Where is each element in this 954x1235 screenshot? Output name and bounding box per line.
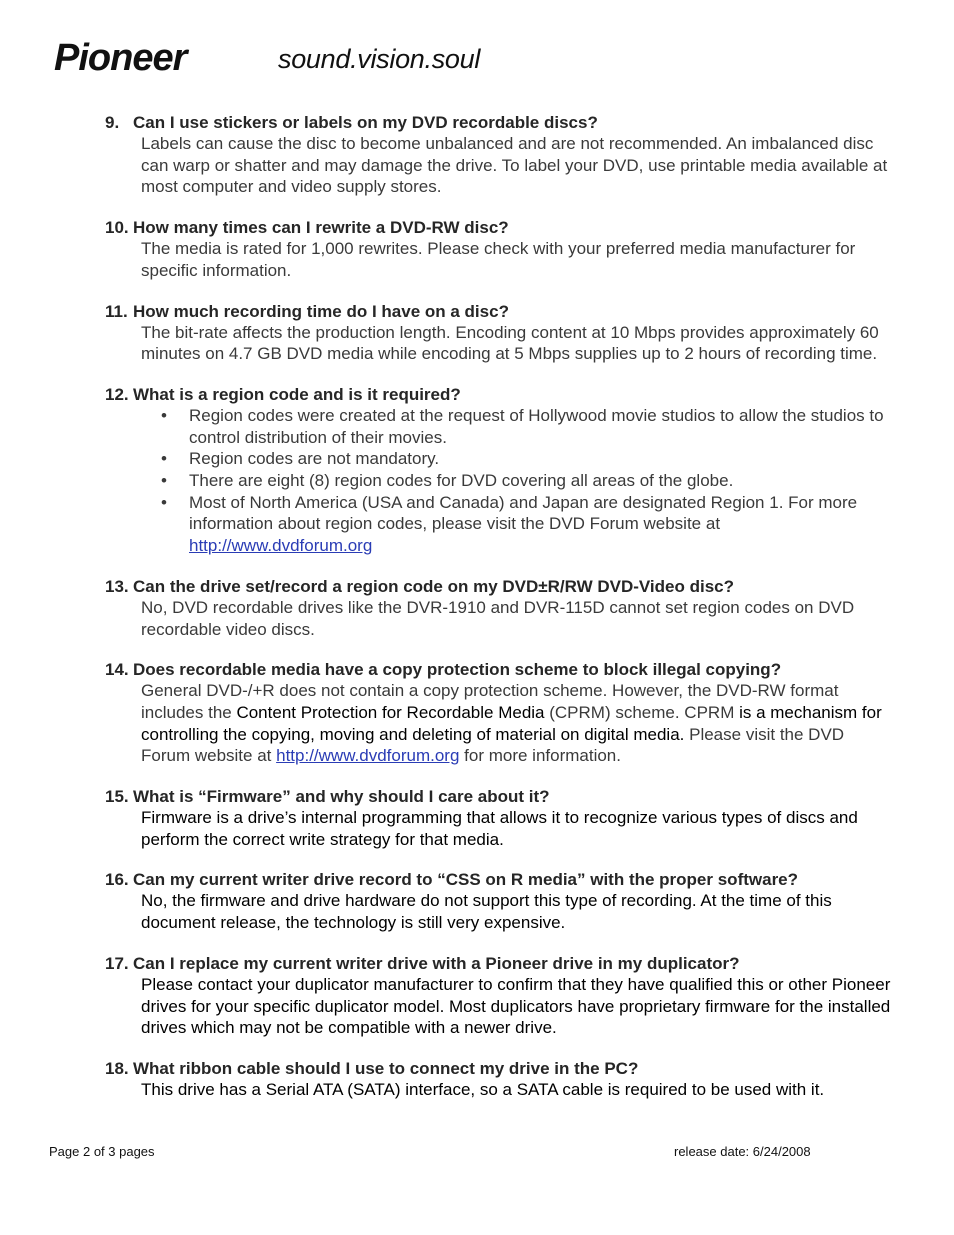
pioneer-wordmark bbox=[54, 38, 269, 78]
bullet-icon: • bbox=[161, 449, 167, 469]
question-number: 11. bbox=[105, 301, 128, 321]
question bbox=[105, 786, 895, 807]
cprm-term: Content Protection for Recordable Media bbox=[236, 702, 545, 722]
bullet-icon: • bbox=[161, 471, 167, 491]
answer-text: Please contact your duplicator manufacturer to confirm that they have qualified this or other Pioneer drives for your specific duplicator model. Most duplicators have proprietary firmware for the installed drives which may not be compatible with a newer drive. bbox=[141, 974, 891, 1038]
answer-text: The media is rated for 1,000 rewrites. Please check with your preferred media manufacturer for specific information. bbox=[141, 239, 856, 280]
faq-item-10 bbox=[105, 217, 895, 281]
faq-item-17 bbox=[105, 953, 895, 1039]
faq-item-18 bbox=[105, 1058, 895, 1101]
faq-list bbox=[105, 112, 895, 1120]
brand-text: Pioneer bbox=[54, 38, 187, 78]
faq-item-9 bbox=[105, 112, 895, 198]
question-number: 12. bbox=[105, 384, 129, 404]
question bbox=[105, 953, 895, 974]
question-text: What is “Firmware” and why should I care about it? bbox=[133, 787, 550, 807]
bullet-list bbox=[161, 405, 895, 557]
question-text: Can my current writer drive record to “CSS on R media” with the proper software? bbox=[133, 870, 799, 890]
question-text: How many times can I rewrite a DVD-RW disc? bbox=[133, 218, 509, 238]
faq-item-11 bbox=[105, 301, 895, 365]
question bbox=[105, 659, 895, 680]
dvdforum-link[interactable]: http://www.dvdforum.org bbox=[276, 746, 460, 766]
question bbox=[105, 1058, 895, 1079]
question bbox=[105, 576, 895, 597]
question bbox=[105, 301, 895, 322]
faq-item-14 bbox=[105, 659, 895, 767]
answer-part: is a mechanism for controlling the copying, moving and deleting of material on digital media. bbox=[141, 702, 882, 744]
answer-text: This drive has a Serial ATA (SATA) interface, so a SATA cable is required to be used with it. bbox=[141, 1079, 825, 1099]
answer-part: for more information. bbox=[459, 746, 621, 766]
question-number: 17. bbox=[105, 953, 129, 973]
faq-item-15 bbox=[105, 786, 895, 850]
bullet-text: Region codes were created at the request of Hollywood movie studios to allow the studios to control distribution of their movies. bbox=[189, 405, 884, 447]
answer-part: General DVD-/+R does not contain a copy protection scheme. However, the DVD-RW format includes the bbox=[141, 681, 839, 722]
question-text: What ribbon cable should I use to connect my drive in the PC? bbox=[133, 1058, 639, 1078]
answer-text: No, DVD recordable drives like the DVR-1910 and DVR-115D cannot set region codes on DVD recordable video discs. bbox=[141, 597, 855, 639]
question-number: 18. bbox=[105, 1058, 129, 1078]
faq-item-16 bbox=[105, 869, 895, 933]
question bbox=[105, 869, 895, 890]
list-item bbox=[161, 470, 895, 492]
question-text: Can I use stickers or labels on my DVD recordable discs? bbox=[133, 113, 598, 132]
answer-text bbox=[141, 680, 895, 767]
page-number: Page 2 of 3 pages bbox=[49, 1144, 155, 1159]
question-number: 10. bbox=[105, 218, 129, 238]
answer-part: (CPRM) scheme. CPRM bbox=[544, 702, 740, 722]
question-text: What is a region code and is it required? bbox=[133, 384, 461, 404]
bullet-icon: • bbox=[161, 405, 167, 425]
question bbox=[105, 384, 895, 405]
faq-item-12 bbox=[105, 384, 895, 557]
answer-text: The bit-rate affects the production length. Encoding content at 10 Mbps provides approximately 60 minutes on 4.7 GB DVD media while encoding at 5 Mbps supplies up to 2 hours of recording time. bbox=[141, 322, 879, 364]
release-date: release date: 6/24/2008 bbox=[674, 1144, 811, 1159]
faq-item-13 bbox=[105, 576, 895, 640]
question-text: How much recording time do I have on a disc? bbox=[133, 301, 509, 321]
bullet-text: There are eight (8) region codes for DVD covering all areas of the globe. bbox=[189, 471, 734, 491]
question-text: Can the drive set/record a region code on my DVD±R/RW DVD-Video disc? bbox=[133, 576, 734, 596]
answer-text: Firmware is a drive’s internal programming that allows it to recognize various types of discs and perform the correct write strategy for that media. bbox=[141, 808, 858, 849]
answer-text: No, the firmware and drive hardware do not support this type of recording. At the time of this document release, the technology is still very expensive. bbox=[141, 891, 832, 933]
question bbox=[105, 217, 895, 238]
bullet-text: Region codes are not mandatory. bbox=[189, 449, 440, 469]
list-item bbox=[161, 492, 895, 557]
bullet-icon: • bbox=[161, 492, 167, 512]
answer-text: Labels can cause the disc to become unbalanced and are not recommended. An imbalanced disc can warp or shatter and may damage the drive. To label your DVD, use printable media available at most computer and video supply stores. bbox=[141, 134, 888, 197]
bullet-text: Most of North America (USA and Canada) and Japan are designated Region 1. For more information about region codes, please visit the DVD Forum website at bbox=[189, 492, 858, 534]
question-number: 9. bbox=[105, 113, 120, 132]
answer-part: Please visit the DVD Forum website at bbox=[141, 724, 845, 766]
dvdforum-link[interactable]: http://www.dvdforum.org bbox=[189, 536, 373, 556]
question bbox=[105, 112, 895, 133]
list-item bbox=[161, 405, 895, 448]
question-number: 16. bbox=[105, 870, 129, 890]
tagline: sound.vision.soul bbox=[278, 44, 481, 74]
question-number: 14. bbox=[105, 660, 129, 680]
question-text: Can I replace my current writer drive with a Pioneer drive in my duplicator? bbox=[133, 953, 740, 973]
list-item bbox=[161, 448, 895, 470]
question-number: 15. bbox=[105, 787, 129, 807]
question-number: 13. bbox=[105, 576, 129, 596]
question-text: Does recordable media have a copy protection scheme to block illegal copying? bbox=[133, 660, 782, 680]
